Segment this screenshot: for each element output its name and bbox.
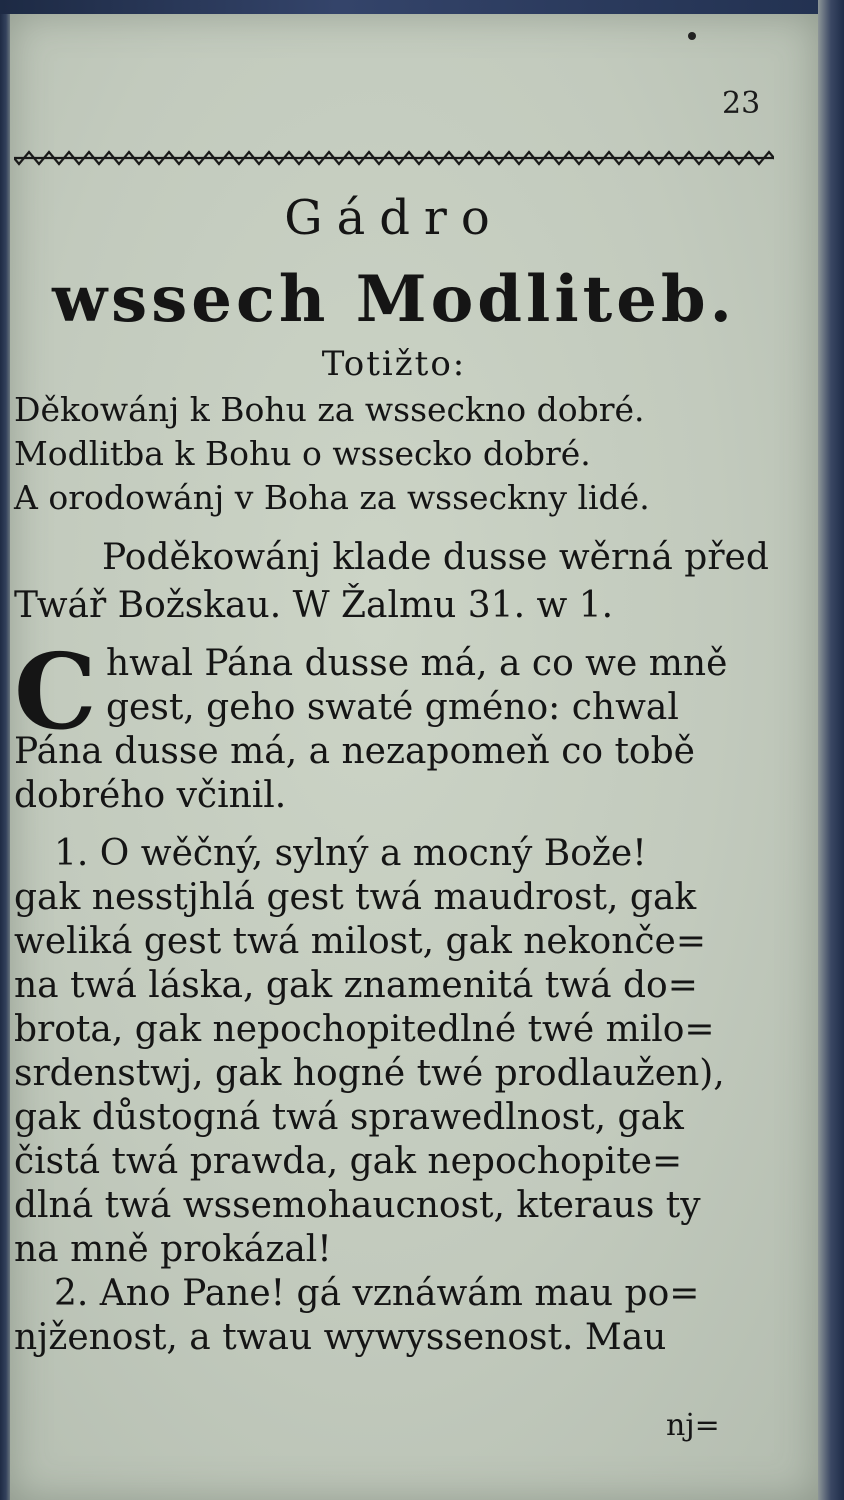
body-line: 1. O wěčný, sylný a mocný Bože! [54, 833, 647, 874]
body-line: weliká gest twá milost, gak nekonče= [14, 921, 707, 962]
contents-list [14, 388, 774, 520]
body-line: na twá láska, gak znamenitá twá do= [14, 965, 698, 1006]
psalm-line: Pána dusse má, a nezapomeň co tobě [14, 731, 695, 772]
drop-cap: C [14, 630, 97, 753]
catchword: nj= [666, 1408, 720, 1443]
body-line: gak nesstjhlá gest twá maudrost, gak [14, 877, 697, 918]
body-line: 2. Ano Pane! gá vznáwám mau po= [54, 1273, 700, 1314]
subtitle: Totižto: [321, 344, 467, 384]
list-item: Děkowánj k Bohu za wsseckno dobré. [14, 390, 645, 429]
body-line: na mně prokázal! [14, 1229, 332, 1270]
ornament-border [14, 148, 774, 168]
psalm-paragraph [14, 630, 774, 822]
body-line: srdenstwj, gak hogné twé prodlaužen), [14, 1053, 725, 1094]
body-line: brota, gak nepochopitedlné twé milo= [14, 1009, 715, 1050]
ink-speck [688, 32, 696, 40]
intro-line: Twář Božskau. W Žalmu 31. w 1. [14, 585, 614, 626]
intro-paragraph [14, 534, 774, 630]
psalm-line: dobrého včinil. [14, 775, 287, 816]
body-line: njženost, a twau wywyssenost. Mau [14, 1317, 667, 1358]
list-item: A orodowánj v Boha za wsseckny lidé. [14, 478, 650, 517]
body-line: čistá twá prawda, gak nepochopite= [14, 1141, 683, 1182]
prayer-body [14, 832, 774, 1360]
body-line: dlná twá wssemohaucnost, kteraus ty [14, 1185, 701, 1226]
intro-line: Poděkowánj klade dusse wěrná před [102, 537, 769, 578]
scan-top-strip [0, 0, 844, 14]
title-line-1: Gádro [284, 190, 504, 246]
body-line: gak důstogná twá sprawedlnost, gak [14, 1097, 684, 1138]
scan-right-edge [818, 0, 844, 1500]
title-line-2: wssech Modliteb. [52, 262, 736, 337]
psalm-line: gest, geho swaté gméno: chwal [106, 687, 679, 728]
list-item: Modlitba k Bohu o wssecko dobré. [14, 434, 591, 473]
page-number: 23 [722, 86, 761, 121]
psalm-line: hwal Pána dusse má, a co we mně [106, 643, 728, 684]
